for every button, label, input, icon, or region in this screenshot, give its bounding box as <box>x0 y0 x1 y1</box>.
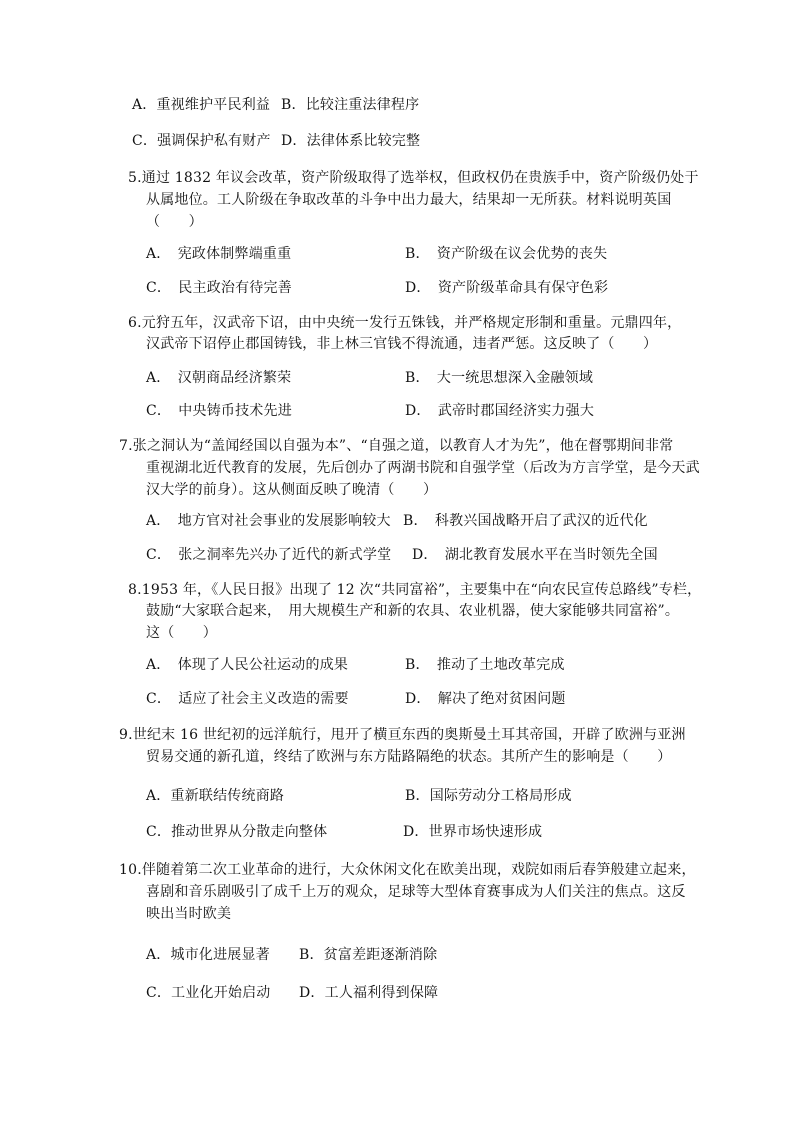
option-b: B． 资产阶级在议会优势的丧失 <box>405 246 608 262</box>
option-d: D． 湖北教育发展水平在当时领先全国 <box>412 547 658 563</box>
option-a: A． 地方官对社会事业的发展影响较大 <box>146 513 391 529</box>
option-c: C．强调保护私有财产 <box>132 133 271 149</box>
question-stem-line: 7.张之洞认为“盖闻经国以自强为本”、“自强之道，以教育人才为先”，他在督鄂期间非常 <box>119 438 674 454</box>
option-d: D．法律体系比较完整 <box>281 133 421 149</box>
question-stem-line: 喜剧和音乐剧吸引了成千上万的观众，足球等大型体育赛事成为人们关注的焦点。这反 <box>146 884 686 900</box>
option-a: A．重新联结传统商路 <box>146 788 285 804</box>
option-c: C． 中央铸币技术先进 <box>146 403 292 419</box>
question-stem-line: 映出当时欧美 <box>146 906 232 922</box>
option-b: B． 大一统思想深入金融领域 <box>405 370 594 386</box>
question-stem-line: 鼓励“大家联合起来， 用大规模生产和新的农具、农业机器，使大家能够共同富裕”。 <box>146 603 680 619</box>
question-stem-line: 从属地位。工人阶级在争取改革的斗争中出力最大，结果却一无所获。材料说明英国 <box>146 192 672 208</box>
option-b: B．国际劳动分工格局形成 <box>405 788 572 804</box>
question-stem-line: 5.通过 1832 年议会改革，资产阶级取得了选举权，但政权仍在贵族手中，资产阶级仍处于 <box>128 170 699 186</box>
option-b: B．贫富差距逐渐消除 <box>299 947 438 963</box>
option-c: C． 民主政治有待完善 <box>146 280 292 296</box>
option-a: A．重视维护平民利益 <box>132 97 271 113</box>
option-b: B． 科教兴国战略开启了武汉的近代化 <box>403 513 648 529</box>
question-stem-line: 6.元狩五年，汉武帝下诏，由中央统一发行五铢钱，并严格规定形制和重量。元鼎四年， <box>128 315 682 331</box>
option-d: D． 解决了绝对贫困问题 <box>405 691 566 707</box>
option-b: B．比较注重法律程序 <box>281 97 420 113</box>
option-d: D． 武帝时郡国经济实力强大 <box>405 403 595 419</box>
option-c: C． 张之洞率先兴办了近代的新式学堂 <box>146 547 392 563</box>
question-stem-line: 贸易交通的新孔道，终结了欧洲与东方陆路隔绝的状态。其所产生的影响是（ ） <box>146 749 672 765</box>
option-a: A． 宪政体制弊端重重 <box>146 246 292 262</box>
question-stem-line: 8.1953 年，《人民日报》出现了 12 次“共同富裕”，主要集中在“向农民宣传总路线”专栏， <box>128 582 702 598</box>
question-stem-line: 这（ ） <box>146 625 217 641</box>
question-stem-line: 10.伴随着第二次工业革命的进行，大众休闲文化在欧美出现，戏院如雨后春笋般建立起来， <box>119 862 696 878</box>
option-b: B． 推动了土地改革完成 <box>405 657 565 673</box>
question-stem-line: 汉大学的前身）。这从侧面反映了晚清（ ） <box>146 482 438 498</box>
option-a: A．城市化进展显著 <box>146 947 270 963</box>
option-c: C．推动世界从分散走向整体 <box>146 824 328 840</box>
option-c: C．工业化开始启动 <box>146 985 271 1001</box>
question-stem-line: （ ） <box>146 214 203 230</box>
option-a: A． 汉朝商品经济繁荣 <box>146 370 292 386</box>
option-d: D．世界市场快速形成 <box>403 824 543 840</box>
option-a: A． 体现了人民公社运动的成果 <box>146 657 349 673</box>
question-stem-line: 重视湖北近代教育的发展，先后创办了两湖书院和自强学堂（后改为方言学堂，是今天武 <box>146 460 700 476</box>
question-stem-line: 汉武帝下诏停止郡国铸钱，非上林三官钱不得流通，违者严惩。这反映了（ ） <box>146 336 658 352</box>
option-c: C． 适应了社会主义改造的需要 <box>146 691 349 707</box>
question-stem-line: 9.世纪末 16 世纪初的远洋航行，甩开了横亘东西的奥斯曼土耳其帝国，开辟了欧洲与亚洲 <box>119 727 686 743</box>
option-d: D．工人福利得到保障 <box>299 985 439 1001</box>
option-d: D． 资产阶级革命具有保守色彩 <box>405 280 609 296</box>
